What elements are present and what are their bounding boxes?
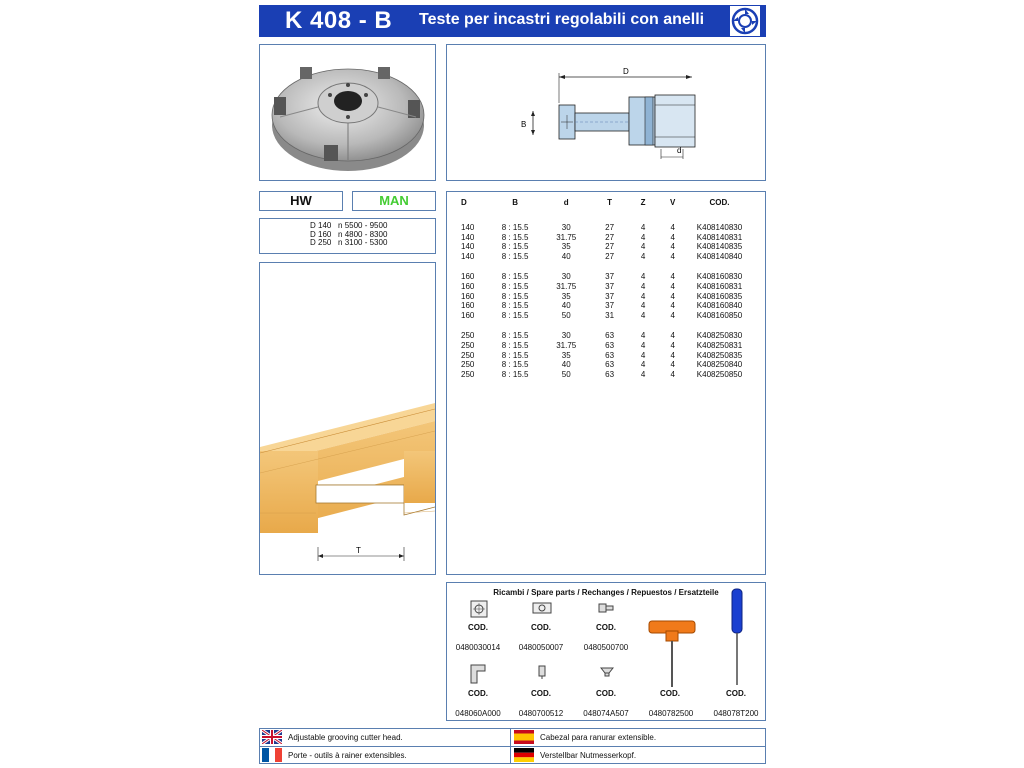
cod-label: COD. — [596, 623, 616, 632]
spare-parts-panel — [446, 582, 766, 721]
lang-text: Porte - outils à rainer extensibles. — [288, 751, 407, 760]
table-cell: 63 — [605, 350, 615, 360]
table-cell: 31.75 — [556, 281, 577, 291]
group-spacer — [451, 261, 751, 272]
spare-part-code: 0480050007 — [518, 643, 564, 652]
table-row — [451, 282, 751, 292]
germany-flag-icon — [514, 748, 534, 762]
table-cell: 8 : 15.5 — [501, 291, 529, 301]
table-cell: 4 — [640, 291, 646, 301]
table-cell: 31.75 — [556, 232, 577, 242]
table-cell: 8 : 15.5 — [501, 360, 529, 370]
cod-label: COD. — [596, 689, 616, 698]
table-row — [451, 311, 751, 321]
table-cell: 8 : 15.5 — [501, 281, 529, 291]
table-cell: K408160835 — [696, 291, 743, 301]
table-row — [451, 223, 751, 233]
table-cell: 8 : 15.5 — [501, 331, 529, 341]
cod-label: COD. — [660, 689, 680, 698]
spain-flag-icon — [514, 730, 534, 744]
lang-row-de — [514, 748, 754, 764]
table-cell: 40 — [561, 251, 571, 261]
table-cell: 160 — [461, 281, 475, 291]
table-cell: 250 — [461, 331, 475, 341]
cutter-section-drawing — [447, 45, 765, 180]
table-header-row — [451, 198, 751, 223]
dim-T-label: T — [356, 546, 361, 555]
table-cell: 37 — [605, 301, 615, 311]
table-cell: 160 — [461, 272, 475, 282]
table-cell: 31.75 — [556, 340, 577, 350]
table-row — [451, 233, 751, 243]
table-cell: 63 — [605, 331, 615, 341]
table-cell: 27 — [605, 223, 615, 232]
table-cell: K408250850 — [696, 369, 743, 379]
lang-text: Adjustable grooving cutter head. — [288, 733, 403, 742]
table-cell: K408140840 — [696, 251, 743, 261]
table-cell: 31 — [605, 310, 615, 320]
table-cell: K408250831 — [696, 340, 743, 350]
cod-label: COD. — [468, 689, 488, 698]
table-cell: 250 — [461, 360, 475, 370]
spec-table-panel — [446, 191, 766, 575]
dim-D-label: D — [623, 67, 629, 76]
dim-d-label: d — [677, 146, 682, 155]
table-cell: 4 — [670, 360, 675, 370]
table-cell: 140 — [461, 242, 475, 252]
lang-text: Verstellbar Nutmesserkopf. — [540, 751, 637, 760]
table-row — [451, 360, 751, 370]
spare-part-code: 048074A507 — [583, 709, 629, 718]
table-cell: 4 — [640, 310, 646, 320]
language-panel — [259, 728, 766, 764]
table-cell: K408250830 — [696, 331, 743, 341]
table-cell: 37 — [605, 272, 615, 282]
table-cell: 50 — [561, 369, 571, 379]
table-row — [451, 351, 751, 361]
cod-label: COD. — [531, 623, 551, 632]
table-cell: 160 — [461, 291, 475, 301]
table-cell: 63 — [605, 360, 615, 370]
col-header-T: T — [607, 198, 613, 207]
table-cell: 250 — [461, 350, 475, 360]
table-cell: 30 — [561, 331, 571, 341]
table-cell: K408160840 — [696, 301, 743, 311]
table-cell: 4 — [640, 232, 646, 242]
table-cell: 4 — [640, 223, 646, 232]
table-cell: K408160830 — [696, 272, 743, 282]
table-cell: 63 — [605, 369, 615, 379]
table-cell: 4 — [640, 281, 646, 291]
table-cell: 160 — [461, 310, 475, 320]
table-row — [451, 331, 751, 341]
table-cell: 27 — [605, 242, 615, 252]
blade-circle-logo-icon — [730, 6, 760, 36]
col-header-D: D — [461, 198, 467, 207]
table-cell: 4 — [670, 223, 675, 232]
table-cell: 250 — [461, 340, 475, 350]
table-cell: 160 — [461, 301, 475, 311]
speed-row: D 140 n 5500 - 9500 — [310, 221, 388, 230]
table-cell: 8 : 15.5 — [501, 310, 529, 320]
table-cell: 140 — [461, 251, 475, 261]
bolt-icon — [537, 665, 547, 679]
table-cell: K408250835 — [696, 350, 743, 360]
table-cell: 4 — [670, 291, 675, 301]
square-insert-icon — [470, 600, 488, 618]
table-cell: 4 — [670, 369, 675, 379]
cutter-head-image — [260, 45, 435, 180]
table-cell: 35 — [561, 291, 571, 301]
table-cell: 30 — [561, 272, 571, 282]
table-cell: 4 — [640, 272, 646, 282]
man-tag: MAN — [352, 191, 436, 211]
table-cell: 8 : 15.5 — [501, 369, 529, 379]
col-header-Z: Z — [640, 198, 646, 207]
table-cell: 4 — [640, 251, 646, 261]
col-header-V: V — [670, 198, 676, 207]
cod-label: COD. — [726, 689, 746, 698]
table-cell: 40 — [561, 301, 571, 311]
table-cell: 4 — [670, 251, 675, 261]
lang-row-fr — [262, 748, 502, 764]
table-cell: 250 — [461, 369, 475, 379]
table-cell: 40 — [561, 360, 571, 370]
table-cell: 4 — [640, 301, 646, 311]
table-cell: 4 — [640, 331, 646, 341]
table-cell: 4 — [670, 272, 675, 282]
header-bar — [259, 5, 766, 37]
table-cell: 4 — [670, 310, 675, 320]
spare-part-code: 0480700512 — [518, 709, 564, 718]
lang-row-es — [514, 730, 754, 746]
col-header-cod: COD. — [709, 198, 730, 207]
table-cell: 8 : 15.5 — [501, 232, 529, 242]
table-row — [451, 341, 751, 351]
table-cell: K408140835 — [696, 242, 743, 252]
uk-flag-icon — [262, 730, 282, 744]
table-cell: 8 : 15.5 — [501, 350, 529, 360]
table-cell: 140 — [461, 223, 475, 232]
speed-ranges — [259, 218, 436, 254]
product-title: Teste per incastri regolabili con anelli — [419, 11, 705, 28]
group-spacer — [451, 320, 751, 331]
table-cell: 4 — [670, 232, 675, 242]
spec-table-body — [451, 223, 751, 379]
lang-text: Cabezal para ranurar extensible. — [540, 733, 657, 742]
table-row — [451, 242, 751, 252]
table-cell: 27 — [605, 232, 615, 242]
table-cell: 37 — [605, 281, 615, 291]
table-cell: K408140831 — [696, 232, 743, 242]
col-header-B: B — [512, 198, 518, 207]
table-cell: 4 — [670, 331, 675, 341]
speed-row: D 160 n 4800 - 8300 — [310, 229, 388, 239]
table-cell: 4 — [670, 281, 675, 291]
cutter-photo-panel — [259, 44, 436, 181]
rectangular-insert-icon — [532, 602, 552, 614]
spare-part-code: 0480500700 — [583, 643, 629, 652]
spare-part-code: 048078T200 — [713, 709, 759, 718]
hw-tag: HW — [259, 191, 343, 211]
col-header-d: d — [563, 198, 569, 207]
table-cell: 140 — [461, 232, 475, 242]
table-cell: 4 — [670, 301, 675, 311]
table-cell: 27 — [605, 251, 615, 261]
table-cell: 4 — [640, 350, 646, 360]
table-cell: 30 — [561, 223, 571, 232]
table-cell: K408140830 — [696, 223, 743, 232]
spare-part-code: 048060A000 — [455, 709, 501, 718]
countersunk-screw-icon — [600, 667, 614, 677]
table-cell: 8 : 15.5 — [501, 242, 529, 252]
table-cell: 8 : 15.5 — [501, 301, 529, 311]
table-cell: K408160831 — [696, 281, 743, 291]
product-code: K 408 - B — [285, 7, 393, 34]
clamp-wedge-icon — [469, 663, 487, 685]
table-cell: 8 : 15.5 — [501, 272, 529, 282]
table-cell: 4 — [640, 340, 646, 350]
lang-row-en — [262, 730, 502, 746]
groove-profile-drawing — [260, 263, 435, 574]
table-cell: 4 — [670, 340, 675, 350]
table-row — [451, 301, 751, 311]
table-cell: K408160850 — [696, 310, 743, 320]
screw-icon — [598, 602, 614, 614]
screwdriver-icon — [727, 587, 747, 689]
table-cell: 37 — [605, 291, 615, 301]
spec-table — [451, 198, 751, 379]
table-cell: 8 : 15.5 — [501, 251, 529, 261]
table-row — [451, 292, 751, 302]
speed-row: D 250 n 3100 - 5300 — [310, 238, 388, 247]
table-cell: 4 — [640, 242, 646, 252]
spare-parts-title: Ricambi / Spare parts / Rechanges / Repuestos / Ersatzteile — [493, 588, 719, 597]
spare-part-code: 0480782500 — [648, 709, 694, 718]
cod-label: COD. — [468, 623, 488, 632]
table-cell: 35 — [561, 242, 571, 252]
t-handle-key-icon — [645, 619, 701, 689]
table-cell: 4 — [670, 242, 675, 252]
cod-label: COD. — [531, 689, 551, 698]
table-cell: 35 — [561, 350, 571, 360]
table-cell: 50 — [561, 310, 571, 320]
table-cell: K408250840 — [696, 360, 743, 370]
table-row — [451, 272, 751, 282]
france-flag-icon — [262, 748, 282, 762]
table-row — [451, 252, 751, 262]
table-cell: 8 : 15.5 — [501, 223, 529, 232]
table-row — [451, 370, 751, 380]
table-cell: 63 — [605, 340, 615, 350]
cutter-drawing-panel — [446, 44, 766, 181]
dim-B-label: B — [521, 120, 527, 129]
table-cell: 8 : 15.5 — [501, 340, 529, 350]
spare-part-code: 0480030014 — [455, 643, 501, 652]
table-cell: 4 — [670, 350, 675, 360]
table-cell: 4 — [640, 369, 646, 379]
wood-profile-panel — [259, 262, 436, 575]
table-cell: 4 — [640, 360, 646, 370]
